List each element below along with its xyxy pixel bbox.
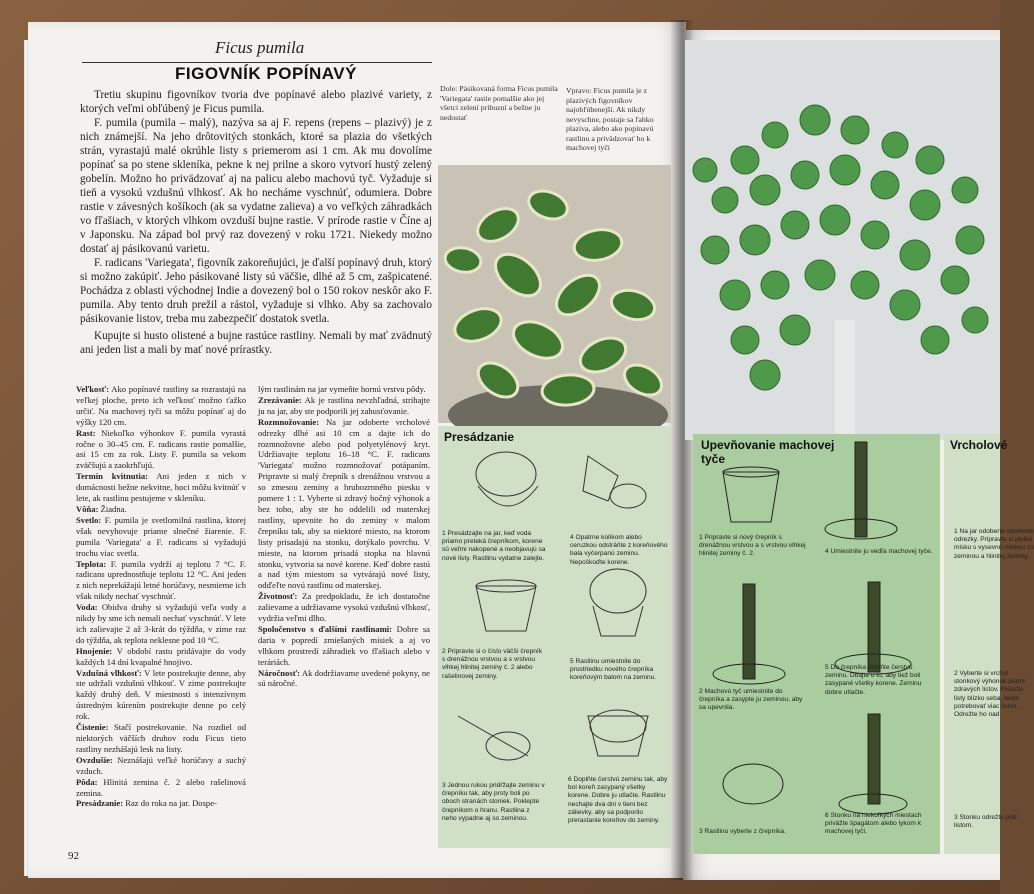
care-entry (258, 668, 430, 690)
moss-pole-panel (693, 434, 940, 854)
intro-text (80, 88, 432, 357)
intro-paragraph: Kupujte si husto olistené a bujne rastúce rastliny. Nemali by mať zvädnutý ani jeden list a mali by mať nové prírastky. (80, 330, 432, 356)
care-entry (258, 395, 430, 417)
moss-step-6: 6 Stonku na niekoľkých miestach priväžte špagátom alebo lykom k machovej tyči. (825, 812, 922, 836)
care-entry-text: Ani jeden z nich v domácnosti bežne nekvitne, hoci môžu kvitnúť v lete, ak rastlinu pestujeme v skleníku. (76, 471, 246, 504)
care-entry-label: Čistenie: (76, 722, 109, 733)
care-entry-text: Obidva druhy si vyžadujú veľa vody a nikdy by sme ich nemali nechať vyschnúť. V lete ich zalievajte 2 až 3-krát do týždňa, v zime raz do týždňa, ak teplota neklesne pod 10 °C. (76, 602, 246, 645)
care-entry (76, 602, 246, 646)
header-rule (82, 62, 432, 63)
care-entry-label: Voda: (76, 602, 98, 613)
care-entry-label: Vzdušná vlhkosť: (76, 667, 142, 678)
care-entry-label: Rozmnožovanie: (258, 416, 320, 427)
care-entry-text: Stačí postrekovanie. Na rozdiel od niektorých väčších druhov rodu Ficus tieto rastliny nezhášajú lesk na listy. (76, 722, 246, 754)
care-entry-text: V lete postrekujte denne, aby ste udržali vzdušnú vlhkosť. V zime postrekujte každý druhý deň. V miestnosti s intenzívnym ústredným kúrením postrekujte denne po celý rok. (76, 667, 246, 722)
moss-step-5: 5 Do črepníka doplňte čerstvú zeminu. Dbajte o to, aby tiež boli zasypané všetky korene. Zeminu dobre utlačte. (825, 664, 922, 696)
care-entry (258, 624, 430, 668)
care-entry (76, 777, 246, 799)
intro-paragraph: F. pumila (pumila – malý), nazýva sa aj F. repens (repens – plazivý) je z nich známejší. Na jeho drôtovitých stonkách, ktoré sa plazia do všetkých strán, vyrastajú malé okrúhle listy s priemerom asi 1 cm. Ak mu dovolíme popínať sa po stene skleníka, pekne k nej prilne a skoro vytvorí hustý zelený gobelín. Možno ho privädzovať aj na palicu alebo machovú tyč. Vyžaduje si tieň a vysokú vzdušnú vlhkosť. Ak ho necháme vyschnúť, odumiera. Dobre rastie v závesných košíkoch (ak sa vydatne zalieva) a vo veľkých záhradkách vo fľašiach, v ktorých vlhkom ovzduší bujne rastie. V prírode rastie v Číne aj v Japonsku. Na západ bol prvý raz dovezený v roku 1721. Niekedy možno dostať aj pásikovanú varietu. (80, 117, 432, 255)
ficus-pumila-photo (685, 40, 1000, 440)
care-entry (76, 559, 246, 603)
intro-paragraph: Tretiu skupinu figovníkov tvoria dve popínavé alebo plazivé variety, z ktorých veľmi obľúbený je Ficus pumila. (80, 89, 432, 115)
care-entry-label: Rast: (76, 427, 96, 438)
cuttings-panel (944, 434, 1034, 854)
repot-step-6: 6 Doplňte čerstvú zeminu tak, aby bol koreň zasypaný všetky korene. Dobre ju utlačte. Rastlinu nechajte dva dni v tieni bez zálievky, aby sa podporilo prerastanie koreňov do zeminy. (568, 776, 668, 825)
care-entry-text: V období rastu pridávajte do vody každých 14 dní kvapalné hnojivo. (76, 645, 246, 667)
moss-step-2: 2 Machovú tyč umiestnite do črepníka a zasypte ju zeminou, aby sa upevnila. (699, 688, 803, 712)
care-column-1 (76, 384, 246, 809)
care-entry-text: Dobre sa daria v popredí zmiešaných misiek a aj vo vlhkom prostredí záhradiek vo fľašiach alebo v teráriách. (258, 623, 430, 667)
care-entry (76, 722, 246, 755)
care-entry (76, 471, 246, 504)
care-entry-text: Žiadna. (98, 503, 127, 514)
care-entry (76, 668, 246, 723)
care-entry (258, 591, 430, 624)
care-entry-text: Hlinitá zemina č. 2 alebo rašelinová zemina. (76, 776, 246, 798)
page-number: 92 (68, 850, 79, 862)
latin-name: Ficus pumila (215, 38, 305, 57)
care-entry-label: Svetlo: (76, 514, 102, 525)
care-entry-text: Ak je rastlina nevzhľadná, strihajte ju na jar, aby ste podporili jej zahusťovanie. (258, 394, 430, 416)
care-entry-label: Termín kvitnutia: (76, 471, 148, 482)
care-entry-label: Veľkosť: (76, 384, 110, 394)
cuttings-step-3: 3 Stonku odrežte pod listom. (954, 814, 1017, 830)
care-entry (76, 504, 246, 515)
care-entry-label: Presádzanie: (76, 798, 124, 809)
care-entry-label: Ovzdušie: (76, 754, 113, 765)
cuttings-title: Vrcholové (950, 438, 1008, 452)
moss-step-4: 4 Umiestnite ju vedľa machovej tyče. (825, 548, 933, 555)
care-entry-text: F. pumila je svetlomilná rastlina, ktorej však nevyhovuje priame slnečné žiarenie. F. pumila 'Variegata' a F. radicans si vyžadujú trochu viac svetla. (76, 514, 246, 558)
moss-step-1: 1 Pripravte si nový črepník s drenážnou vrstvou a s vrstvou vlhkej hlinitej zeminy č. 2. (699, 534, 806, 558)
care-entry-label: Pôda: (76, 776, 98, 787)
care-entry (258, 417, 430, 592)
care-entry-text: Na jar odoberte vrcholové odrezky dlhé asi 10 cm a dajte ich do rozmnožovne alebo pod polyetylénový kryt. Udržiavajte teplotu 16–18 °C. F. radicans 'Variegata' možno rozmnožovať potápaním. Pripravte si malý črepník s drenážnou vrstvou a so zmesou zeminy a hrubozrnného piesku v pomere 1 : 1. Vyberte si zdravý bočný výhonok a bez toho, aby ste ho oddelili od materskej rastliny, upevnite ho do zeminy v malom črepníku tak, aby sa niektoré miesto, na ktorom listy prisadajú na stonku, dotýkalo povrchu. V mieste, na ktorom prisadá stopka na hlavnú stonku, vytvoria sa nové korene. Keď dobre rastú a nad tým miestom sa vytvárajú nové listy, odďeľte novú rastlinu od materskej. (258, 416, 430, 591)
repotting-title: Presádzanie (444, 430, 515, 444)
care-entry-label: Spoločenstvo s ďalšími rastlinami: (258, 623, 392, 634)
care-entry (76, 428, 246, 472)
intro-paragraph: F. radicans 'Variegata', figovník zakoreňujúci, je ďalší popínavý druh, ktorý si možno zakúpiť. Jeho pásikované listy sú väčšie, dlhé až 5 cm, zašpicatené. Pochádza z oblasti východnej Indie a dovezený bol o 150 rokov neskôr ako F. pumila. Aby tento druh prežil a rástol, vyžaduje si vlhko. Aby sa zachovalo pásikovanie listov, treba mu zabezpečiť dostatok svetla. (80, 257, 432, 325)
moss-pole-title: Upevňovanie machovej tyče (701, 438, 835, 466)
care-entry (76, 384, 246, 428)
variegated-ficus-photo (438, 165, 671, 423)
care-entry (258, 384, 430, 395)
care-column-2 (258, 384, 430, 689)
care-entry (76, 798, 246, 809)
care-entry-label: Náročnosť: (258, 667, 301, 678)
care-entry-label: Vôňa: (76, 503, 99, 514)
care-entry (76, 755, 246, 777)
care-entry-text: lým rastlinám na jar vymeňte hornú vrstvu pôdy. (258, 384, 426, 394)
repot-step-1: 1 Presádzajte na jar, keď voda priamo preteká črepníkom, korene sú veľmi nakopené a neobjavujú sa nové listy. Rastlinu vydatne zalejte. (442, 530, 546, 562)
care-entry-text: Za predpokladu, že ich dostatočne zalievame a udržiavame vysokú vzdušnú vlhkosť, vydržia veľmi dlho. (258, 591, 430, 624)
repot-step-3: 3 Jednou rukou pridŕžajte zeminu v črepníku tak, aby prsty boli po oboch stranách stoniek. Poklepte črepníkom o hranu. Rastlina z neho vypadne aj so zeminou. (442, 782, 545, 822)
page-title: FIGOVNÍK POPÍNAVÝ (175, 64, 357, 83)
caption-right: Vpravo: Ficus pumila je z plazivých figovníkov najobľúbenejší. Ak nikdy nevyschne, postaje sa ľahko plaziva, alebo ako popínavú rastlinu a privädzovať ho k machovej tyči (566, 86, 654, 152)
care-entry-text: Ak dodržiavame uvedené pokyny, ne sú náročné. (258, 667, 430, 689)
caption-left: Dole: Pásikovaná forma Ficus pumila 'Variegata' rastie pomalšie ako jej všetci zelení príbuzní a bežne ju nedostať (440, 84, 558, 122)
care-entry-text: Niekoľko výhonkov F. pumila vyrastá ročne o 30–45 cm. F. radicans rastie pomalšie, asi 15 cm za rok. Listy F. pumila sa vekom zväčšujú a zaokrhľujú. (76, 427, 246, 471)
moss-step-3: 3 Rastlinu vyberte z črepníka. (699, 828, 786, 835)
care-entry-text: Raz do roka na jar. Dospe- (123, 798, 217, 809)
care-entry-text: F. pumila vydrží aj teplotu 7 °C. F. radicans uprednostňuje teplotu 12 °C. Ani jeden z nich neprekážajú letné horúčavy, nesmieme ich však nikdy nechať vyschnúť. (76, 558, 246, 602)
cuttings-step-2: 2 Vyberte si vrchol stonkový výhonok pármi zdravých listov. Pretože listy blízko seba, bude potrebovať viac listov. Odrežte ho nad (954, 670, 1025, 719)
repot-step-2: 2 Pripravte si o číslo väčší črepník s drenážnou vrstvou a s vrstvou vlhkej hlinitej zeminy č. 2 alebo rašelinovej zeminy. (442, 648, 543, 680)
repotting-panel (438, 426, 671, 848)
care-entry (76, 646, 246, 668)
care-entry (76, 515, 246, 559)
repot-step-4: 4 Opatrne kolíkom alebo ceruzkou odstráňte z koreňového bala vyčerpanú zeminu. Nepoškoďte korene. (570, 534, 668, 566)
care-entry-label: Teplota: (76, 558, 107, 569)
care-entry-label: Životnosť: (258, 591, 298, 602)
cuttings-step-1: 1 Na jar odoberte stonkové odrezky. Pripravte si plytkú misku s vysevnú miskou zo zeminou a hlinitej zeminy. (954, 528, 1034, 560)
care-entry-text: Neznášajú veľké horúčavy a suchý vzduch. (76, 754, 246, 776)
moss-pole-illustrations (693, 434, 940, 854)
repot-step-5: 5 Rastlinu umiestnite do prostriedku nového črepníka koreňovým balom na zeminu. (570, 658, 657, 682)
care-entry-label: Hnojenie: (76, 645, 113, 656)
care-entry-label: Zrezávanie: (258, 394, 302, 405)
care-entry-text: Ako popínavé rastliny sa rozrastajú na veľkej ploche, preto ich veľkosť možno ťažko určiť. Na machovej tyči sa môžu popínať aj do výšky 120 cm. (76, 384, 246, 427)
